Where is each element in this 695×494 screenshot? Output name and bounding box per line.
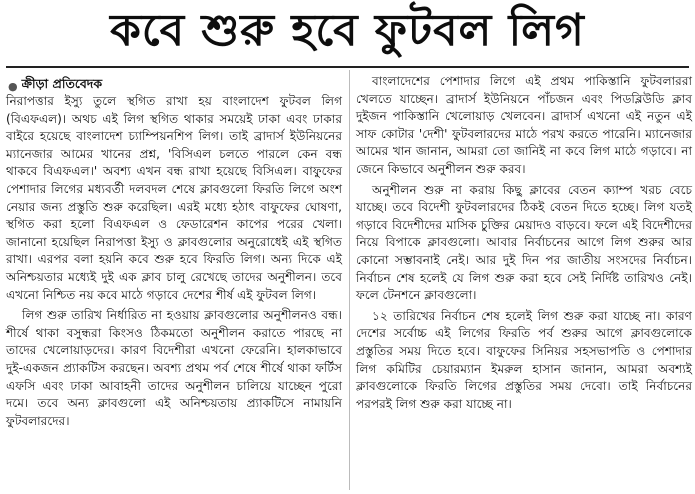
paragraph: ১২ তারিখের নির্বাচন শেষ হলেই লিগ শুরু করা যাচ্ছে না। কারণ দেশের সর্বোচ্চ এই লিগের ফিরতি পর্ব শুরুর আগে ক্লাবগুলোকে প্রস্তুতির সময় দিতে হবে। বাফুফের সিনিয়র সহসভাপতি ও পেশাদার লিগ কমিটির চেয়ারম্যান ইমরুল হাসান জানান, আমরা অবশ্যই ক্লাবগুলোকে ফিরতি লিগের প্রস্তুতির সময় দেবো। তাই নির্বাচনের পরপরই লিগ শুরু করা যাচ্ছে না। xyxy=(356,308,692,411)
paragraph: বাংলাদেশের পেশাদার লিগে এই প্রথম পাকিস্তানি ফুটবলাররা খেলতে যাচ্ছেন। ব্রাদার্স ইউনিয়নে পাঁচজন এবং পিডব্লিউডি ক্লাব দুইজন পাকিস্তানি খেলোয়াড় খেলবেন। ব্রাদার্স এখনো এই নতুন এই সাফ কোটার 'দেশী' ফুটবলারদের মাঠে পরখ করতে পারেনি। ম্যানেজার আমের খান জানান, আমরা তো জানিই না কবে লিগ মাঠে গড়াবে। না জেনে কিভাবে অনুশীলন শুরু করব। xyxy=(356,74,692,176)
paragraph: লিগ শুরু তারিখ নির্ধারিত না হওয়ায় ক্লাবগুলোর অনুশীলনও বন্ধ। শীর্ষে থাকা বসুন্ধরা কিংসও ঠিকমতো অনুশীলন করাতে পারছে না তাদের খেলোয়াড়দের। কারণ বিদেশীরা এখনো ফেরেনি। হালকাভাবে দুই-একজন প্র্যাকটিস করছেন। অবশ্য প্রথম পর্ব শেষে শীর্ষে থাকা ফর্টিস এফসি এবং ঢাকা আবাহনী তাদের অনুশীলন চালিয়ে যাচ্ছেন পুরো দমে। তবে অন্য ক্লাবগুলো এই অনিশ্চয়তায় প্র্যাকটিসে নামায়নি ফুটবলারদের। xyxy=(6,308,342,428)
paragraph: নিরাপত্তার ইস্যু তুলে স্থগিত রাখা হয় বাংলাদেশ ফুটবল লিগ (বিএফএল)। অথচ এই লিগ স্থগিত থাকার সময়েই ঢাকা এবং ঢাকার বাইরে হয়েছে বাংলাদেশ চ্যাম্পিয়নশিপ লিগ। তাই ব্রাদার্স ইউনিয়নের ম্যানেজার আমের খানের প্রশ্ন, 'বিসিএল চলতে পারলে কেন বন্ধ থাকবে বিএফএল।' অবশ্য এখন বন্ধ রাখা হয়েছে বিসিএল। বাফুফের পেশাদার লিগের মধ্যবর্তী দলবদল শেষে ক্লাবগুলো ফিরতি লিগে অংশ নেয়ার জন্য প্রস্তুতি শুরু করেছিল। এরই মধ্যে হঠাৎ বাফুফের ঘোষণা, স্থগিত করা হলো বিএফএল ও ফেডারেশন কাপের পরের খেলা। জানানো হয়েছিল নিরাপত্তা ইস্যু ও ক্লাবগুলোর অনুরোধেই এই স্থগিত রাখা। এরপর বলা হয়নি কবে শুরু হবে ফিরতি লিগ। অন্য দিকে এই অনিশ্চয়তার মধ্যেই দুই এক ক্লাব চালু রেখেছে তাদের অনুশীলন। তবে এখনো নিশ্চিত নয় কবে মাঠে গড়াবে দেশের শীর্ষ এই ফুটবল লিগ। xyxy=(6,94,342,302)
headline-rule xyxy=(6,66,689,68)
byline-text: ক্রীড়া প্রতিবেদক xyxy=(21,76,103,91)
byline-bullet-icon: ● xyxy=(8,79,18,93)
headline: কবে শুরু হবে ফুটবল লিগ xyxy=(110,4,585,56)
article-column-right xyxy=(356,73,692,416)
paragraph: অনুশীলন শুরু না করায় কিছু ক্লাবের বেতন ক্যাম্প খরচ বেচে যাচ্ছে। তবে বিদেশী ফুটবলারদের ঠিকই বেতন দিতে হচ্ছে। লিগ যতই গড়াবে বিদেশীদের মাসিক চুক্তির মেয়াদও বাড়বে। ফলে এই বিদেশীদের নিয়ে বিপাকে ক্লাবগুলো। আবার নির্বাচনের আগে লিগ শুরুর আর কোনো সম্ভাবনাই নেই। আর দুই দিন পর জাতীয় সংসদের নির্বাচন। নির্বাচন শেষ হলেই যে লিগ শুরু করা হবে সেই নির্দিষ্ট তারিখও নেই। ফলে টেনশনে ক্লাবগুলো। xyxy=(356,182,692,303)
article-column-left xyxy=(6,93,342,433)
column-divider xyxy=(349,70,350,490)
